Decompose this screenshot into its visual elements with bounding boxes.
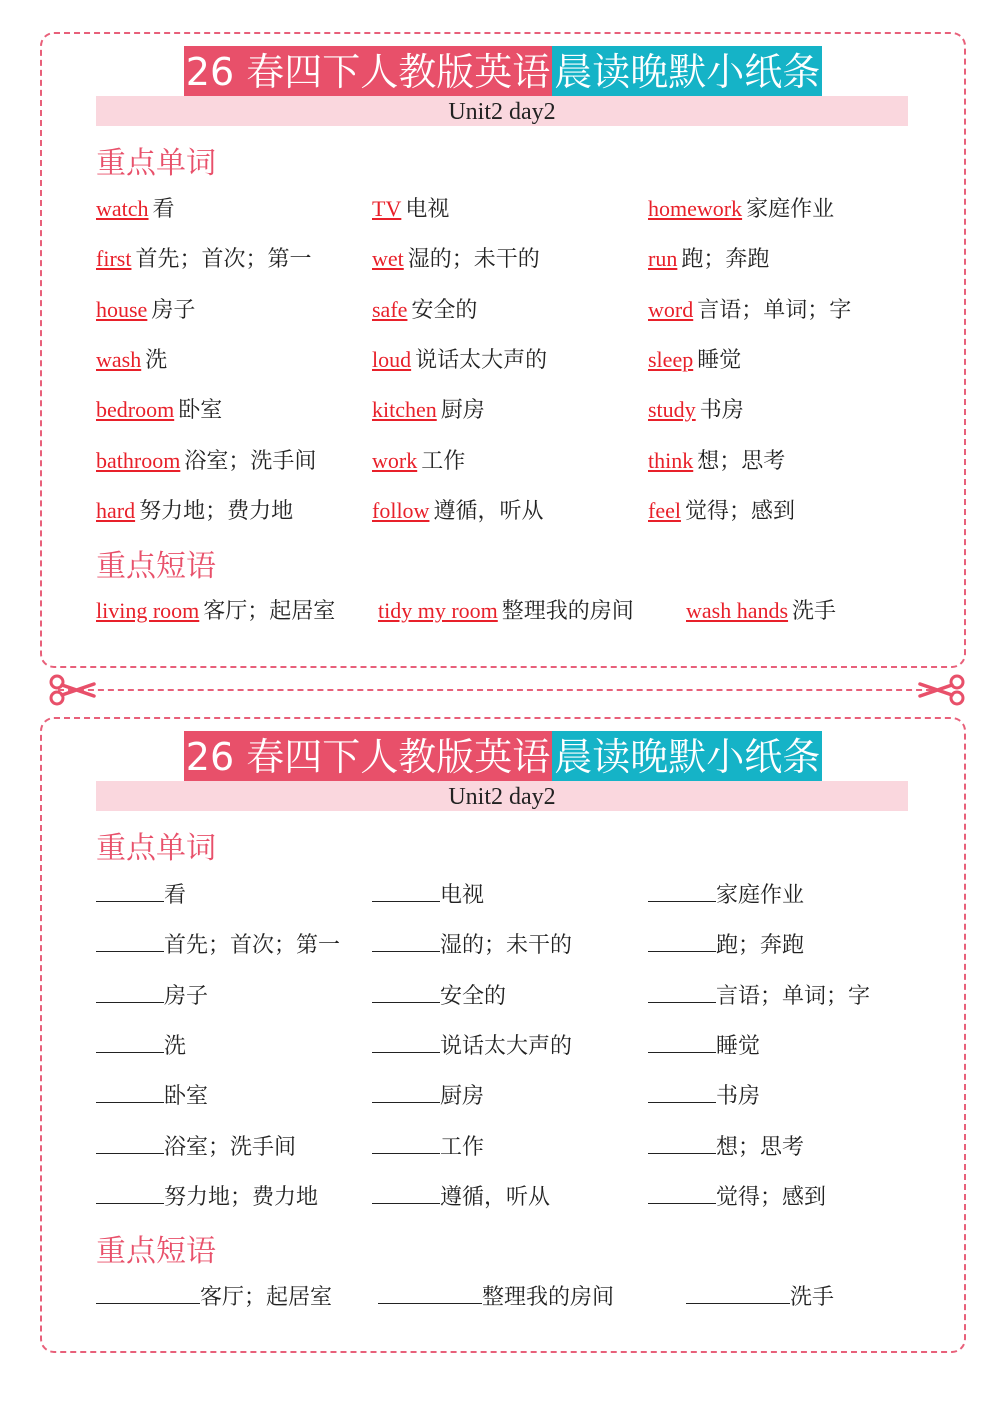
- word-item: [372, 1080, 484, 1112]
- answer-blank: [648, 1131, 716, 1154]
- answer-blank: [378, 1281, 482, 1304]
- phrase-item: [686, 596, 836, 627]
- word-chinese: 首先；首次；第一: [164, 933, 341, 959]
- word-chinese: 言语；单词；字: [716, 983, 871, 1009]
- scissors-icon: [48, 674, 96, 706]
- word-chinese: 电视: [440, 883, 485, 908]
- phrase-item: [378, 596, 634, 627]
- word-chinese: 说话太大声的: [415, 347, 548, 373]
- word-chinese: 家庭作业: [716, 883, 805, 908]
- word-chinese: 厨房: [440, 398, 485, 424]
- title-part1: 26 春四下人教版英语: [184, 46, 552, 98]
- word-chinese: 觉得；感到: [684, 498, 795, 524]
- word-chinese: 浴室；洗手间: [184, 448, 317, 474]
- word-chinese: 电视: [405, 197, 450, 222]
- section-words-heading: 重点单词: [96, 831, 216, 866]
- word-chinese: 浴室；洗手间: [164, 1134, 297, 1160]
- title-part2: 晨读晚默小纸条: [552, 731, 822, 783]
- word-english: think: [648, 447, 694, 473]
- word-chinese: 想；思考: [697, 448, 786, 474]
- phrase-item: [96, 596, 335, 627]
- word-chinese: 家庭作业: [746, 197, 835, 222]
- answer-blank: [686, 1281, 790, 1304]
- word-chinese: 湿的；未干的: [407, 247, 540, 273]
- exercise-card: [40, 717, 966, 1353]
- word-item: [372, 1131, 484, 1163]
- word-english: feel: [648, 497, 681, 523]
- word-english: study: [648, 397, 696, 423]
- word-chinese: 书房: [699, 398, 744, 424]
- word-item: [96, 1080, 208, 1112]
- word-english: homework: [648, 196, 743, 221]
- word-item: [372, 1030, 572, 1062]
- word-item: [96, 1131, 296, 1163]
- word-chinese: 看: [152, 197, 175, 222]
- word-chinese: 跑；奔跑: [716, 933, 805, 959]
- phrase-english: wash hands: [686, 598, 789, 623]
- answer-card: [40, 32, 966, 668]
- word-item: [372, 345, 547, 376]
- word-chinese: 安全的: [411, 297, 478, 323]
- word-chinese: 言语；单词；字: [697, 297, 852, 323]
- word-chinese: 跑；奔跑: [681, 247, 770, 273]
- word-item: [648, 1080, 760, 1112]
- answer-blank: [372, 1181, 440, 1204]
- word-english: first: [96, 246, 132, 272]
- word-chinese: 遵循，听从: [440, 1184, 551, 1210]
- answer-blank: [96, 929, 164, 952]
- phrase-chinese: 客厅；起居室: [203, 599, 336, 624]
- word-chinese: 看: [164, 883, 187, 908]
- word-english: wash: [96, 346, 142, 372]
- word-item: [96, 879, 186, 911]
- word-item: [96, 345, 167, 376]
- word-english: watch: [96, 196, 149, 221]
- page-title: [42, 731, 964, 783]
- section-phrases-heading: 重点短语: [96, 549, 216, 584]
- cut-line: [58, 689, 942, 691]
- answer-blank: [648, 1030, 716, 1053]
- answer-blank: [96, 1181, 164, 1204]
- word-english: hard: [96, 497, 136, 523]
- word-english: wet: [372, 246, 404, 272]
- word-english: work: [372, 447, 418, 473]
- word-chinese: 房子: [164, 983, 209, 1009]
- answer-blank: [372, 980, 440, 1003]
- phrase-item: [686, 1281, 834, 1313]
- phrase-chinese: 整理我的房间: [482, 1285, 615, 1310]
- word-chinese: 洗: [164, 1033, 187, 1059]
- word-item: [96, 1181, 318, 1213]
- unit-banner: Unit2 day2: [96, 96, 908, 126]
- word-item: [648, 295, 851, 326]
- word-item: [372, 1181, 550, 1213]
- title-part1: 26 春四下人教版英语: [184, 731, 552, 783]
- word-chinese: 卧室: [178, 398, 223, 424]
- answer-blank: [96, 1281, 200, 1304]
- word-english: word: [648, 296, 694, 322]
- word-item: [96, 496, 293, 527]
- word-item: [648, 879, 804, 911]
- word-item: [96, 446, 316, 477]
- word-item: [96, 929, 340, 961]
- phrase-english: living room: [96, 598, 200, 623]
- word-item: [648, 395, 744, 426]
- word-item: [372, 446, 465, 477]
- answer-blank: [96, 1131, 164, 1154]
- section-phrases-heading: 重点短语: [96, 1234, 216, 1269]
- answer-blank: [648, 980, 716, 1003]
- word-chinese: 睡觉: [716, 1033, 761, 1059]
- word-item: [648, 980, 870, 1012]
- word-english: run: [648, 246, 678, 272]
- title-part2: 晨读晚默小纸条: [552, 46, 822, 98]
- word-chinese: 湿的；未干的: [440, 933, 573, 959]
- word-chinese: 想；思考: [716, 1134, 805, 1160]
- word-item: [648, 446, 785, 477]
- phrase-english: tidy my room: [378, 598, 498, 623]
- word-chinese: 洗: [145, 347, 168, 373]
- word-chinese: 厨房: [440, 1084, 485, 1110]
- answer-blank: [648, 1181, 716, 1204]
- unit-banner: Unit2 day2: [96, 781, 908, 811]
- word-chinese: 努力地；费力地: [164, 1184, 319, 1210]
- word-item: [372, 980, 506, 1012]
- word-chinese: 说话太大声的: [440, 1033, 573, 1059]
- word-english: house: [96, 296, 148, 322]
- word-item: [648, 244, 769, 275]
- answer-blank: [372, 879, 440, 902]
- word-item: [372, 929, 572, 961]
- word-chinese: 遵循，听从: [433, 498, 544, 524]
- answer-blank: [96, 980, 164, 1003]
- word-english: sleep: [648, 346, 694, 372]
- word-item: [96, 244, 311, 275]
- phrase-chinese: 洗手: [790, 1285, 835, 1310]
- word-item: [96, 194, 175, 225]
- word-item: [648, 1181, 826, 1213]
- word-chinese: 安全的: [440, 983, 507, 1009]
- word-item: [648, 345, 741, 376]
- word-english: loud: [372, 346, 412, 372]
- answer-blank: [648, 879, 716, 902]
- answer-blank: [96, 1080, 164, 1103]
- word-english: follow: [372, 497, 430, 523]
- answer-blank: [96, 879, 164, 902]
- word-item: [96, 1030, 186, 1062]
- answer-blank: [648, 1080, 716, 1103]
- phrase-item: [96, 1281, 332, 1313]
- phrase-chinese: 整理我的房间: [501, 599, 634, 624]
- word-item: [372, 395, 485, 426]
- phrase-chinese: 客厅；起居室: [200, 1285, 333, 1310]
- word-chinese: 努力地；费力地: [139, 498, 294, 524]
- word-item: [96, 395, 222, 426]
- word-english: kitchen: [372, 397, 437, 423]
- word-item: [648, 1131, 804, 1163]
- answer-blank: [96, 1030, 164, 1053]
- answer-blank: [372, 1030, 440, 1053]
- word-item: [96, 295, 195, 326]
- word-item: [372, 244, 540, 275]
- page-title: [42, 46, 964, 98]
- answer-blank: [372, 929, 440, 952]
- word-item: [96, 980, 208, 1012]
- word-item: [648, 496, 795, 527]
- answer-blank: [372, 1131, 440, 1154]
- word-chinese: 房子: [151, 297, 196, 323]
- word-item: [372, 194, 449, 225]
- word-chinese: 书房: [716, 1084, 761, 1110]
- scissors-icon: [918, 674, 966, 706]
- phrase-item: [378, 1281, 614, 1313]
- section-words-heading: 重点单词: [96, 146, 216, 181]
- word-item: [648, 1030, 760, 1062]
- phrase-chinese: 洗手: [792, 599, 837, 624]
- word-item: [372, 879, 484, 911]
- word-item: [648, 929, 804, 961]
- word-chinese: 睡觉: [697, 347, 742, 373]
- word-english: safe: [372, 296, 408, 322]
- word-english: TV: [372, 196, 402, 221]
- word-english: bathroom: [96, 447, 181, 473]
- word-chinese: 首先；首次；第一: [135, 247, 312, 273]
- answer-blank: [648, 929, 716, 952]
- word-chinese: 觉得；感到: [716, 1184, 827, 1210]
- word-chinese: 卧室: [164, 1084, 209, 1110]
- word-item: [648, 194, 834, 225]
- word-item: [372, 496, 543, 527]
- answer-blank: [372, 1080, 440, 1103]
- word-item: [372, 295, 477, 326]
- word-english: bedroom: [96, 397, 175, 423]
- word-chinese: 工作: [440, 1134, 485, 1160]
- word-chinese: 工作: [421, 448, 466, 474]
